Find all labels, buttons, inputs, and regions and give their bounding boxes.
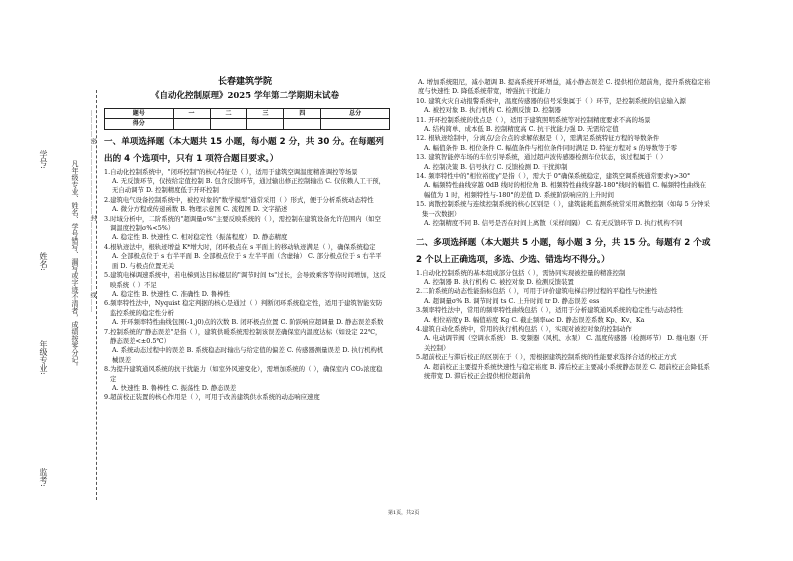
question-8: 8.为提升建筑通风系统的抗干扰能力（如室外风速变化），需增加系统的（ ），确保室内 CO₂浓度稳定 bbox=[104, 365, 383, 383]
question-2: 2.建筑电气设备控制系统中，被控对象的"数学模型"通常采用（ ）形式，便于分析系统动态特性 bbox=[104, 195, 374, 204]
mc-question-5: 5.超前校正与滞后校正的区别在于（ ），需根据建筑控制系统的性能要求选择合适的校正方式 bbox=[416, 353, 677, 362]
question-15: 15. 离散控制系统与连续控制系统的核心区别是（ ），建筑能耗监测系统常采用离散控制（如每 5 分钟采集一次数据） bbox=[416, 200, 710, 218]
question-13: 13. 建筑智能停车场的车位引导系统，通过超声波传感器检测车位状态，该过程属于（ ） bbox=[416, 153, 667, 162]
score-header-3: 三 bbox=[247, 108, 284, 118]
question-4-options: A. 全部极点位于 s 右半平面 B. 全部极点位于 s 左半平面（含虚轴） C. 部分极点位于 s 右半平面 D. 与极点位置无关 bbox=[112, 252, 382, 270]
score-cell[interactable] bbox=[173, 119, 210, 129]
mc-question-4-options: A. 电动调节阀（空调水系统） B. 变频器（风机、水泵） C. 温度传感器（检测环节） D. 继电器（开关控制） bbox=[424, 334, 709, 352]
question-9-options: A. 增加系统阻尼，减小超调 B. 提高系统开环增益，减小静态误差 C. 提供相位超前角，提升系统稳定裕度与快速性 D. 降低系统带宽，增强抗干扰能力 bbox=[418, 78, 711, 96]
question-10-options: A. 被控对象 B. 执行机构 C. 检测反馈 D. 控制器 bbox=[424, 106, 562, 115]
question-3-options: A. 稳定性 B. 快速性 C. 相对稳定性（振荡程度） D. 静态精度 bbox=[112, 233, 288, 242]
question-9: 9.超前校正装置的核心作用是（ ），可用于改善建筑供水系统的动态响应速度 bbox=[104, 393, 320, 402]
name-label: 姓名: bbox=[39, 252, 48, 271]
question-8-options: A. 快速性 B. 鲁棒性 C. 振荡性 D. 静态误差 bbox=[112, 383, 237, 392]
question-15-options: A. 控制精度不同 B. 信号是否在时间上离散（采样间隔） C. 有无反馈环节 D. 执行机构不同 bbox=[424, 219, 683, 228]
score-header-total: 总分 bbox=[321, 108, 390, 118]
major-label: 年级专业: bbox=[39, 340, 48, 375]
question-11: 11. 开环控制系统的优点是（ ），适用于建筑照明系统等对控制精度要求不高的场景 bbox=[416, 115, 651, 124]
mc-question-1-options: A. 控制器 B. 执行机构 C. 被控对象 D. 检测反馈装置 bbox=[424, 277, 574, 286]
score-table bbox=[104, 108, 390, 130]
score-header-2: 二 bbox=[210, 108, 247, 118]
question-2-options: A. 微分方程或传递函数 B. 物理示意图 C. 流程图 D. 文字描述 bbox=[112, 205, 288, 214]
score-header-4: 四 bbox=[284, 108, 321, 118]
school-name: 长春建筑学院 bbox=[217, 77, 272, 87]
page-footer: 第1页，共2页 bbox=[388, 510, 420, 516]
mc-question-2-options: A. 超调量σ% B. 调节时间 ts C. 上升时间 tr D. 静态误差 ess bbox=[424, 296, 600, 305]
question-6-options: A. 开环频率特性曲线包围(-1,j0)点的次数 B. 闭环极点位置 C. 阶跃响应超调量 D. 静态误差系数 bbox=[112, 318, 384, 327]
question-1: 1.自动化控制系统中，"闭环控制"的核心特征是（ ），适用于建筑空调温度精准调控等场景 bbox=[104, 167, 358, 176]
question-6: 6.频率特性法中，Nyquist 稳定判据的核心是通过（ ）判断闭环系统稳定性，适用于建筑智能安防监控系统的稳定性分析 bbox=[104, 299, 383, 317]
question-11-options: A. 结构简单、成本低 B. 控制精度高 C. 抗干扰能力强 D. 无需给定值 bbox=[424, 125, 619, 134]
mc-question-4: 4.建筑自动化系统中，常用的执行机构包括（ ），实现对被控对象的控制动作 bbox=[416, 324, 632, 333]
question-5-options: A. 稳定性 B. 快速性 C. 准确性 D. 鲁棒性 bbox=[112, 289, 230, 298]
score-cell[interactable] bbox=[210, 119, 247, 129]
binding-line-text: …………密…………………………封…………………………线…… bbox=[89, 110, 96, 313]
score-header-1: 一 bbox=[173, 108, 210, 118]
section1-questions bbox=[104, 168, 386, 403]
grading-note: 凡年级专业、姓名、学号错写、漏写或字迹不清者，成绩按零分记。 bbox=[71, 160, 79, 370]
mc-question-1: 1.自动化控制系统的基本组成部分包括（ ），需协同实现被控量的精准控制 bbox=[416, 268, 626, 277]
question-10: 10. 建筑火灾自动报警系统中，温度传感器的信号采集属于（ ）环节，是控制系统的信息输入源 bbox=[416, 96, 686, 105]
binding-line bbox=[96, 90, 97, 500]
mc-question-5-options: A. 超前校正主要提升系统快速性与稳定裕度 B. 滞后校正主要减小系统静态误差 C. 超前校正会降低系统带宽 D. 滞后校正会提供相位超前角 bbox=[424, 362, 710, 380]
question-13-options: A. 控制决策 B. 信号执行 C. 反馈检测 D. 干扰抑制 bbox=[424, 162, 568, 171]
mc-question-2: 2.二阶系统的动态性能指标包括（ ），可用于评价建筑电梯启停过程的平稳性与快速性 bbox=[416, 287, 658, 296]
section2-heading: 二、多项选择题（本大题共 5 小题，每小题 3 分，共 15 分。每题有 2 个或 2 个以上正确选项，多选、少选、错选均不得分。） bbox=[416, 237, 711, 265]
question-1-options: A. 无反馈环节，仅按给定值控制 B. 包含反馈环节，通过输出修正控制输出 C. 仅依赖人工干预，无自动调节 D. 控制精度低于开环控制 bbox=[112, 177, 386, 195]
question-12: 12. 根轨迹绘制中，分离点/会合点的求解依据是（ ），需满足系统特征方程的导数条件 bbox=[416, 134, 660, 143]
student-id-label: 学号: bbox=[39, 150, 48, 169]
mc-question-3-options: A. 相位裕度γ B. 幅值裕度 Kg C. 截止频率ωc D. 静态误差系数 Kp、Kv、Ka bbox=[424, 315, 645, 324]
question-3: 3.时域分析中，二阶系统的"超调量σ%"主要反映系统的（ ），需控制在建筑设备允许范围内（如空调温度控制σ%<5%） bbox=[104, 214, 381, 233]
question-14-options: A. 幅频特性曲线穿越 0dB 线时的相位角 B. 相频特性曲线穿越-180°线时的幅值 C. 幅频特性曲线在幅值为 1 时，相频特性与-180°的差值 D. 系统阶跃响应的上升时间 bbox=[424, 181, 706, 199]
mc-question-3: 3.频率特性法中，常用的频率特性曲线包括（ ），适用于分析建筑通风系统的稳定性与动态特性 bbox=[416, 306, 683, 315]
score-header-label: 题号 bbox=[105, 108, 174, 118]
score-cell[interactable] bbox=[247, 119, 284, 129]
exam-title: 《自动化控制原理》2025 学年第二学期期末试卷 bbox=[150, 91, 340, 102]
section2-questions bbox=[416, 269, 712, 382]
score-cell[interactable] bbox=[321, 119, 390, 129]
score-row-label: 得分 bbox=[105, 119, 174, 129]
question-12-options: A. 幅值条件 B. 相位条件 C. 幅值条件与相位条件同时满足 D. 特征方程对 s 的导数等于零 bbox=[424, 143, 678, 152]
section1-heading: 一、单项选择题（本大题共 15 小题，每小题 2 分，共 30 分。在每题列出的 4 个选项中，只有 1 项符合题目要求。） bbox=[104, 136, 384, 164]
score-cell[interactable] bbox=[284, 119, 321, 129]
question-4: 4.根轨迹法中，根轨迹增益 K*增大时，闭环极点在 s 平面上的移动轨迹满足（ ），确保系统稳定 bbox=[104, 242, 376, 251]
question-14: 14. 频率特性中的"相位裕度γ"是指（ ），需大于 0°确保系统稳定，建筑空调系统通常要求γ>30° bbox=[416, 172, 691, 181]
question-7: 7.控制系统的"静态误差"是指（ ），建筑供暖系统需控制该误差确保室内温度达标（如设定 22℃，静态误差<±0.5℃） bbox=[104, 327, 382, 345]
question-7-options: A. 系统动态过程中的误差 B. 系统稳态时输出与给定值的偏差 C. 传感器测量误差 D. 执行机构机械误差 bbox=[112, 346, 384, 364]
question-5: 5.建筑电梯调速系统中，若电梯到达目标楼层的"调节时间 ts"过长，会导致乘客等待时间增加，这反映系统（ ）不足 bbox=[104, 271, 386, 289]
left-column bbox=[104, 78, 386, 403]
signature-label: 监考: bbox=[39, 468, 48, 487]
right-column bbox=[416, 78, 712, 381]
